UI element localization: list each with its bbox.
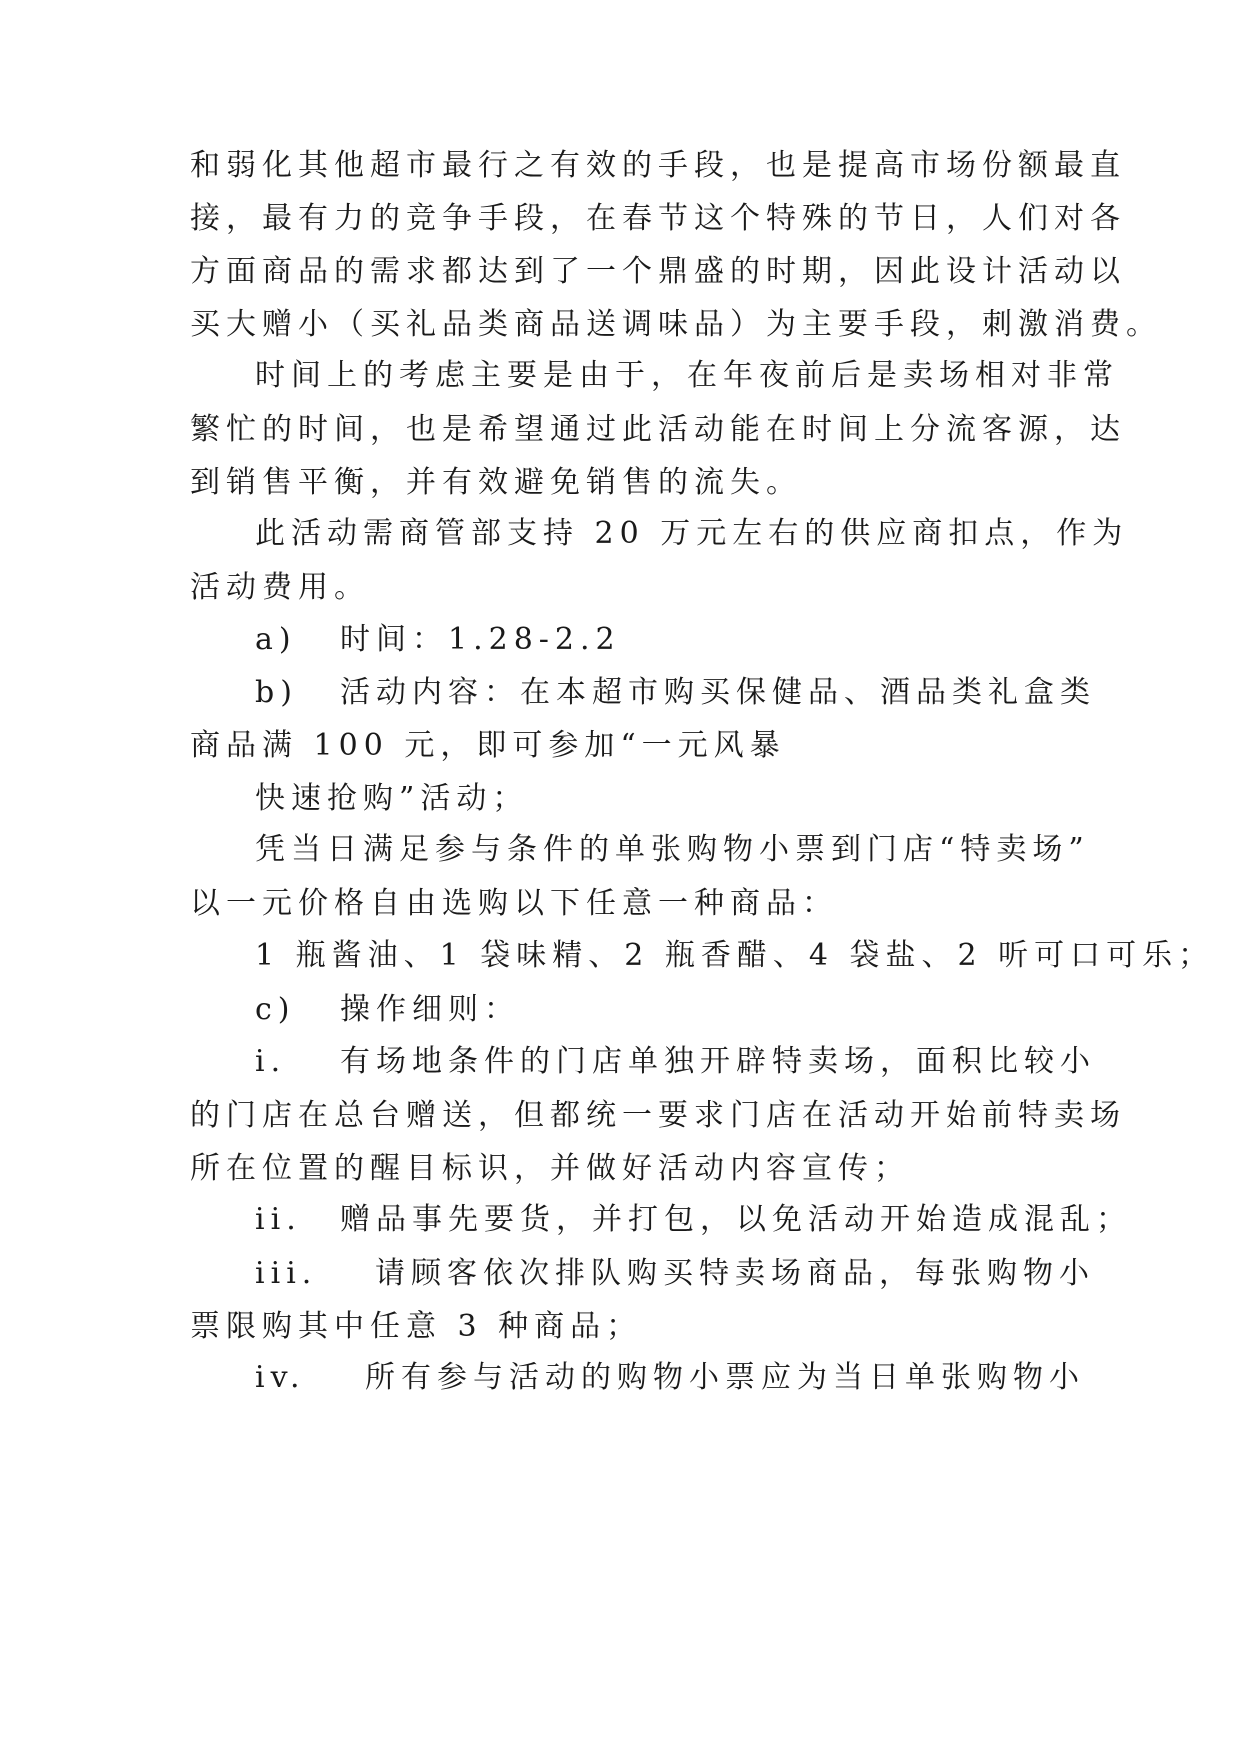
text-line: 方面商品的需求都达到了一个鼎盛的时期，因此设计活动以 bbox=[190, 254, 1126, 289]
list-item-text: 请顾客依次排队购买特卖场商品，每张购物小 bbox=[375, 1256, 1095, 1291]
list-item-text: 操作细则： bbox=[340, 992, 520, 1027]
text-line: 商品满 100 元，即可参加“一元风暴 bbox=[190, 728, 786, 763]
text-line: 和弱化其他超市最行之有效的手段，也是提高市场份额最直 bbox=[190, 148, 1126, 183]
list-marker: a) bbox=[255, 622, 297, 657]
text-line: 票限购其中任意 3 种商品； bbox=[190, 1309, 643, 1344]
paragraph-start: 凭当日满足参与条件的单张购物小票到门店“特卖场” bbox=[255, 832, 1090, 867]
list-item-text: 赠品事先要货，并打包，以免活动开始造成混乱； bbox=[340, 1202, 1132, 1237]
list-item-i bbox=[255, 1032, 1115, 1092]
list-item-text: 时间：1.28-2.2 bbox=[340, 622, 621, 657]
text-line: 的门店在总台赠送，但都统一要求门店在活动开始前特卖场 bbox=[190, 1098, 1126, 1133]
paragraph-start: 1 瓶酱油、1 袋味精、2 瓶香醋、4 袋盐、2 听可口可乐； bbox=[255, 938, 1215, 973]
list-marker: c) bbox=[255, 992, 296, 1027]
list-marker: i. bbox=[255, 1044, 287, 1079]
list-item-iii bbox=[255, 1244, 1115, 1304]
text-line: 到销售平衡，并有效避免销售的流失。 bbox=[190, 465, 802, 500]
text-line: 繁忙的时间，也是希望通过此活动能在时间上分流客源，达 bbox=[190, 412, 1126, 447]
text-line: 所在位置的醒目标识，并做好活动内容宣传； bbox=[190, 1151, 910, 1186]
list-marker: iii. bbox=[255, 1256, 318, 1291]
list-item-c bbox=[255, 980, 1115, 1040]
paragraph-start: 时间上的考虑主要是由于，在年夜前后是卖场相对非常 bbox=[255, 358, 1119, 393]
list-marker: iv. bbox=[255, 1360, 306, 1395]
list-item-text: 活动内容：在本超市购买保健品、酒品类礼盒类 bbox=[340, 675, 1096, 710]
list-item-a bbox=[255, 610, 1115, 670]
text-line: 快速抢购”活动； bbox=[255, 781, 529, 816]
text-line: 以一元价格自由选购以下任意一种商品： bbox=[190, 886, 838, 921]
text-line: 接，最有力的竞争手段，在春节这个特殊的节日，人们对各 bbox=[190, 201, 1126, 236]
paragraph-start: 此活动需商管部支持 20 万元左右的供应商扣点，作为 bbox=[255, 516, 1129, 551]
list-item-text: 有场地条件的门店单独开辟特卖场，面积比较小 bbox=[340, 1044, 1096, 1079]
list-item-ii bbox=[255, 1190, 1132, 1250]
list-item-b bbox=[255, 663, 1115, 723]
list-item-text: 所有参与活动的购物小票应为当日单张购物小 bbox=[365, 1360, 1085, 1395]
list-item-iv bbox=[255, 1348, 1115, 1408]
text-line: 活动费用。 bbox=[190, 570, 370, 605]
list-marker: b) bbox=[255, 675, 298, 710]
text-line: 买大赠小（买礼品类商品送调味品）为主要手段，刺激消费。 bbox=[190, 307, 1162, 342]
list-marker: ii. bbox=[255, 1202, 302, 1237]
